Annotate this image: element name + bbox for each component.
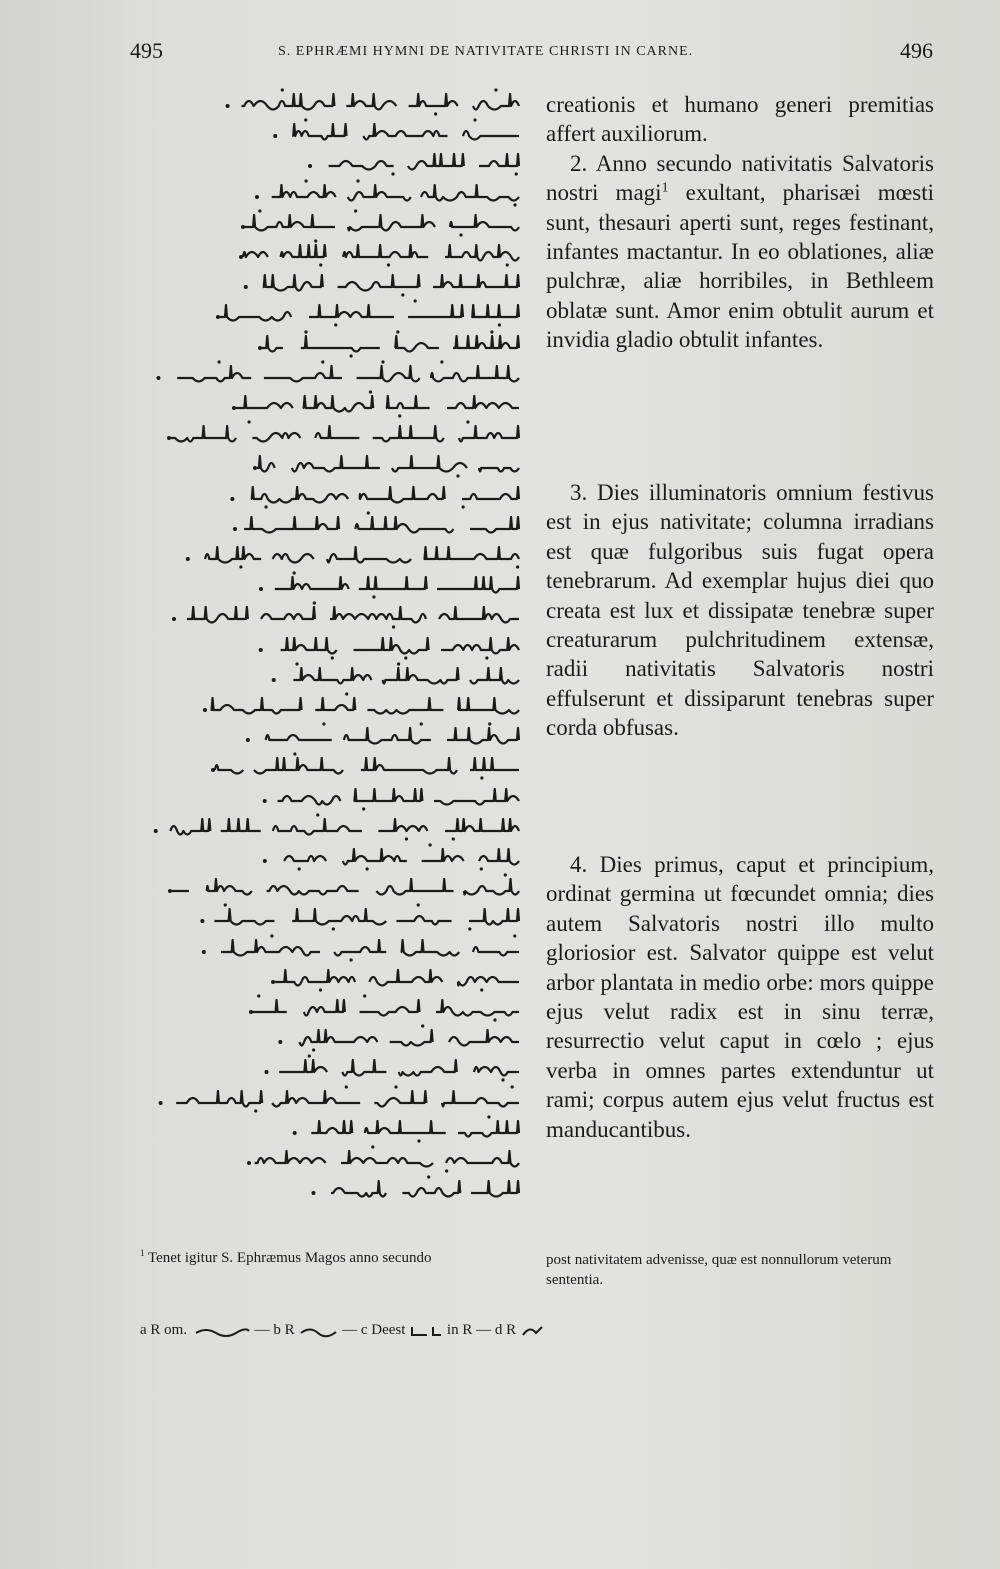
apparatus-note-c2: in R: [446, 1322, 473, 1338]
footnote-right: post nativitatem advenisse, quæ est nonnullorum veterum sententia.: [546, 1252, 892, 1288]
syriac-verse-line: [180, 781, 523, 811]
paragraph-text: Dies illuminatoris omnium festivus est in ejus nativitate; columna irradians est quæ fulgoribus suis fugat opera tenebrarum. Ad exemplar hujus diei quo creata est lux et dissipatæ tenebræ super creaturarum pulchritudinem extensæ, radii nativitatis Salvatoris nostri effulserunt et dissiparunt tenebras super corda obfusas.: [546, 480, 934, 741]
syriac-verse-line: [147, 358, 523, 388]
syriac-verse-line: [165, 418, 523, 448]
syriac-word-glyph: [520, 1323, 544, 1339]
syriac-verse-line: [253, 146, 523, 176]
paragraph-number: 2.: [570, 150, 588, 176]
latin-translation-column: [546, 90, 934, 1142]
critical-apparatus: [140, 1322, 760, 1339]
syriac-verse-line: [141, 901, 523, 931]
syriac-word-glyph: [409, 1323, 443, 1339]
syriac-verse-line: [143, 1083, 523, 1113]
page-number-left: 495: [130, 38, 163, 63]
syriac-verse-line: [230, 388, 523, 418]
paragraph-number: 3.: [570, 480, 588, 505]
running-title: S. EPHRÆMI HYMNI DE NATIVITATE CHRISTI IN CARNE.: [278, 44, 694, 59]
page-number-right: 496: [900, 38, 933, 63]
syriac-verse-line: [166, 1173, 523, 1203]
syriac-verse-line: [192, 660, 523, 690]
syriac-verse-line: [256, 1022, 523, 1052]
syriac-verse-line: [154, 539, 523, 569]
syriac-verse-line: [162, 116, 523, 146]
syriac-word-glyph: [191, 1323, 251, 1339]
syriac-verse-line: [269, 962, 523, 992]
paragraph-2: [546, 149, 934, 355]
paragraph-3: [546, 478, 934, 743]
syriac-verse-line: [239, 207, 523, 237]
paragraph-text: Anno secundo nativitatis Salvatoris nostri magi: [546, 150, 934, 206]
paragraph-text: Dies primus, caput et principium, ordinat germina ut fœcundet omnia; dies autem Salvatoris nostri illo multo gloriosior est. Salvator quippe est velut arbor plantata in medio orbe: mors quippe ejus velut radix est in sinu terræ, resurrectio velut caput in cœlo ; ejus verba in omnes partes extenduntur ut rami; corpus autem ejus velut fructus est manducantibus.: [546, 852, 934, 1142]
syriac-verse-line: [231, 509, 523, 539]
syriac-verse-line: [161, 932, 523, 962]
paragraph-text: exultant, pharisæi mœsti sunt, thesauri aperti sunt, reges festinant, infantes mactantur. In eo oblationes, aliæ pulchræ, aliæ horribiles, in Bethleem oblatæ sunt. Amor enim obtulit aurum et invidia gladio obtulit infantes.: [546, 180, 934, 353]
apparatus-note-b: — b R: [254, 1322, 295, 1338]
syriac-verse-line: [132, 479, 523, 509]
syriac-verse-line: [214, 297, 523, 327]
syriac-verse-line: [201, 690, 523, 720]
paragraph-continuation: creationis et humano generi premitias affert auxiliorum.: [546, 92, 934, 147]
footnote-text: Tenet igitur S. Ephræmus Magos anno secundo: [147, 1250, 432, 1266]
syriac-verse-line: [183, 720, 523, 750]
syriac-verse-line: [221, 1113, 523, 1143]
syriac-verse-line: [243, 630, 523, 660]
paragraph-4: [546, 850, 934, 1144]
syriac-verse-line: [207, 177, 523, 207]
apparatus-note-d: — d R: [476, 1322, 517, 1338]
syriac-verse-line: [166, 871, 523, 901]
syriac-verse-line: [228, 1052, 523, 1082]
syriac-verse-line: [245, 1143, 523, 1173]
syriac-verse-line: [232, 841, 523, 871]
paragraph-number: 4.: [570, 852, 588, 877]
footnote-left: [140, 1250, 520, 1267]
syriac-verse-line: [211, 267, 523, 297]
apparatus-note-c: — c Deest: [342, 1322, 406, 1338]
syriac-verse-line: [247, 992, 523, 1022]
syriac-verse-line: [170, 599, 523, 629]
apparatus-note-a: a R om.: [140, 1322, 188, 1338]
syriac-verse-line: [251, 448, 523, 478]
syriac-word-glyph: [298, 1323, 338, 1339]
syriac-verse-line: [200, 86, 523, 116]
syriac-text-column: [118, 86, 523, 1216]
footnote-ref: 1: [661, 179, 669, 195]
syriac-verse-line: [237, 237, 523, 267]
syriac-verse-line: [129, 811, 523, 841]
syriac-verse-line: [257, 569, 523, 599]
syriac-verse-line: [256, 328, 523, 358]
footnote-number: 1: [140, 1248, 145, 1258]
syriac-verse-line: [209, 750, 523, 780]
